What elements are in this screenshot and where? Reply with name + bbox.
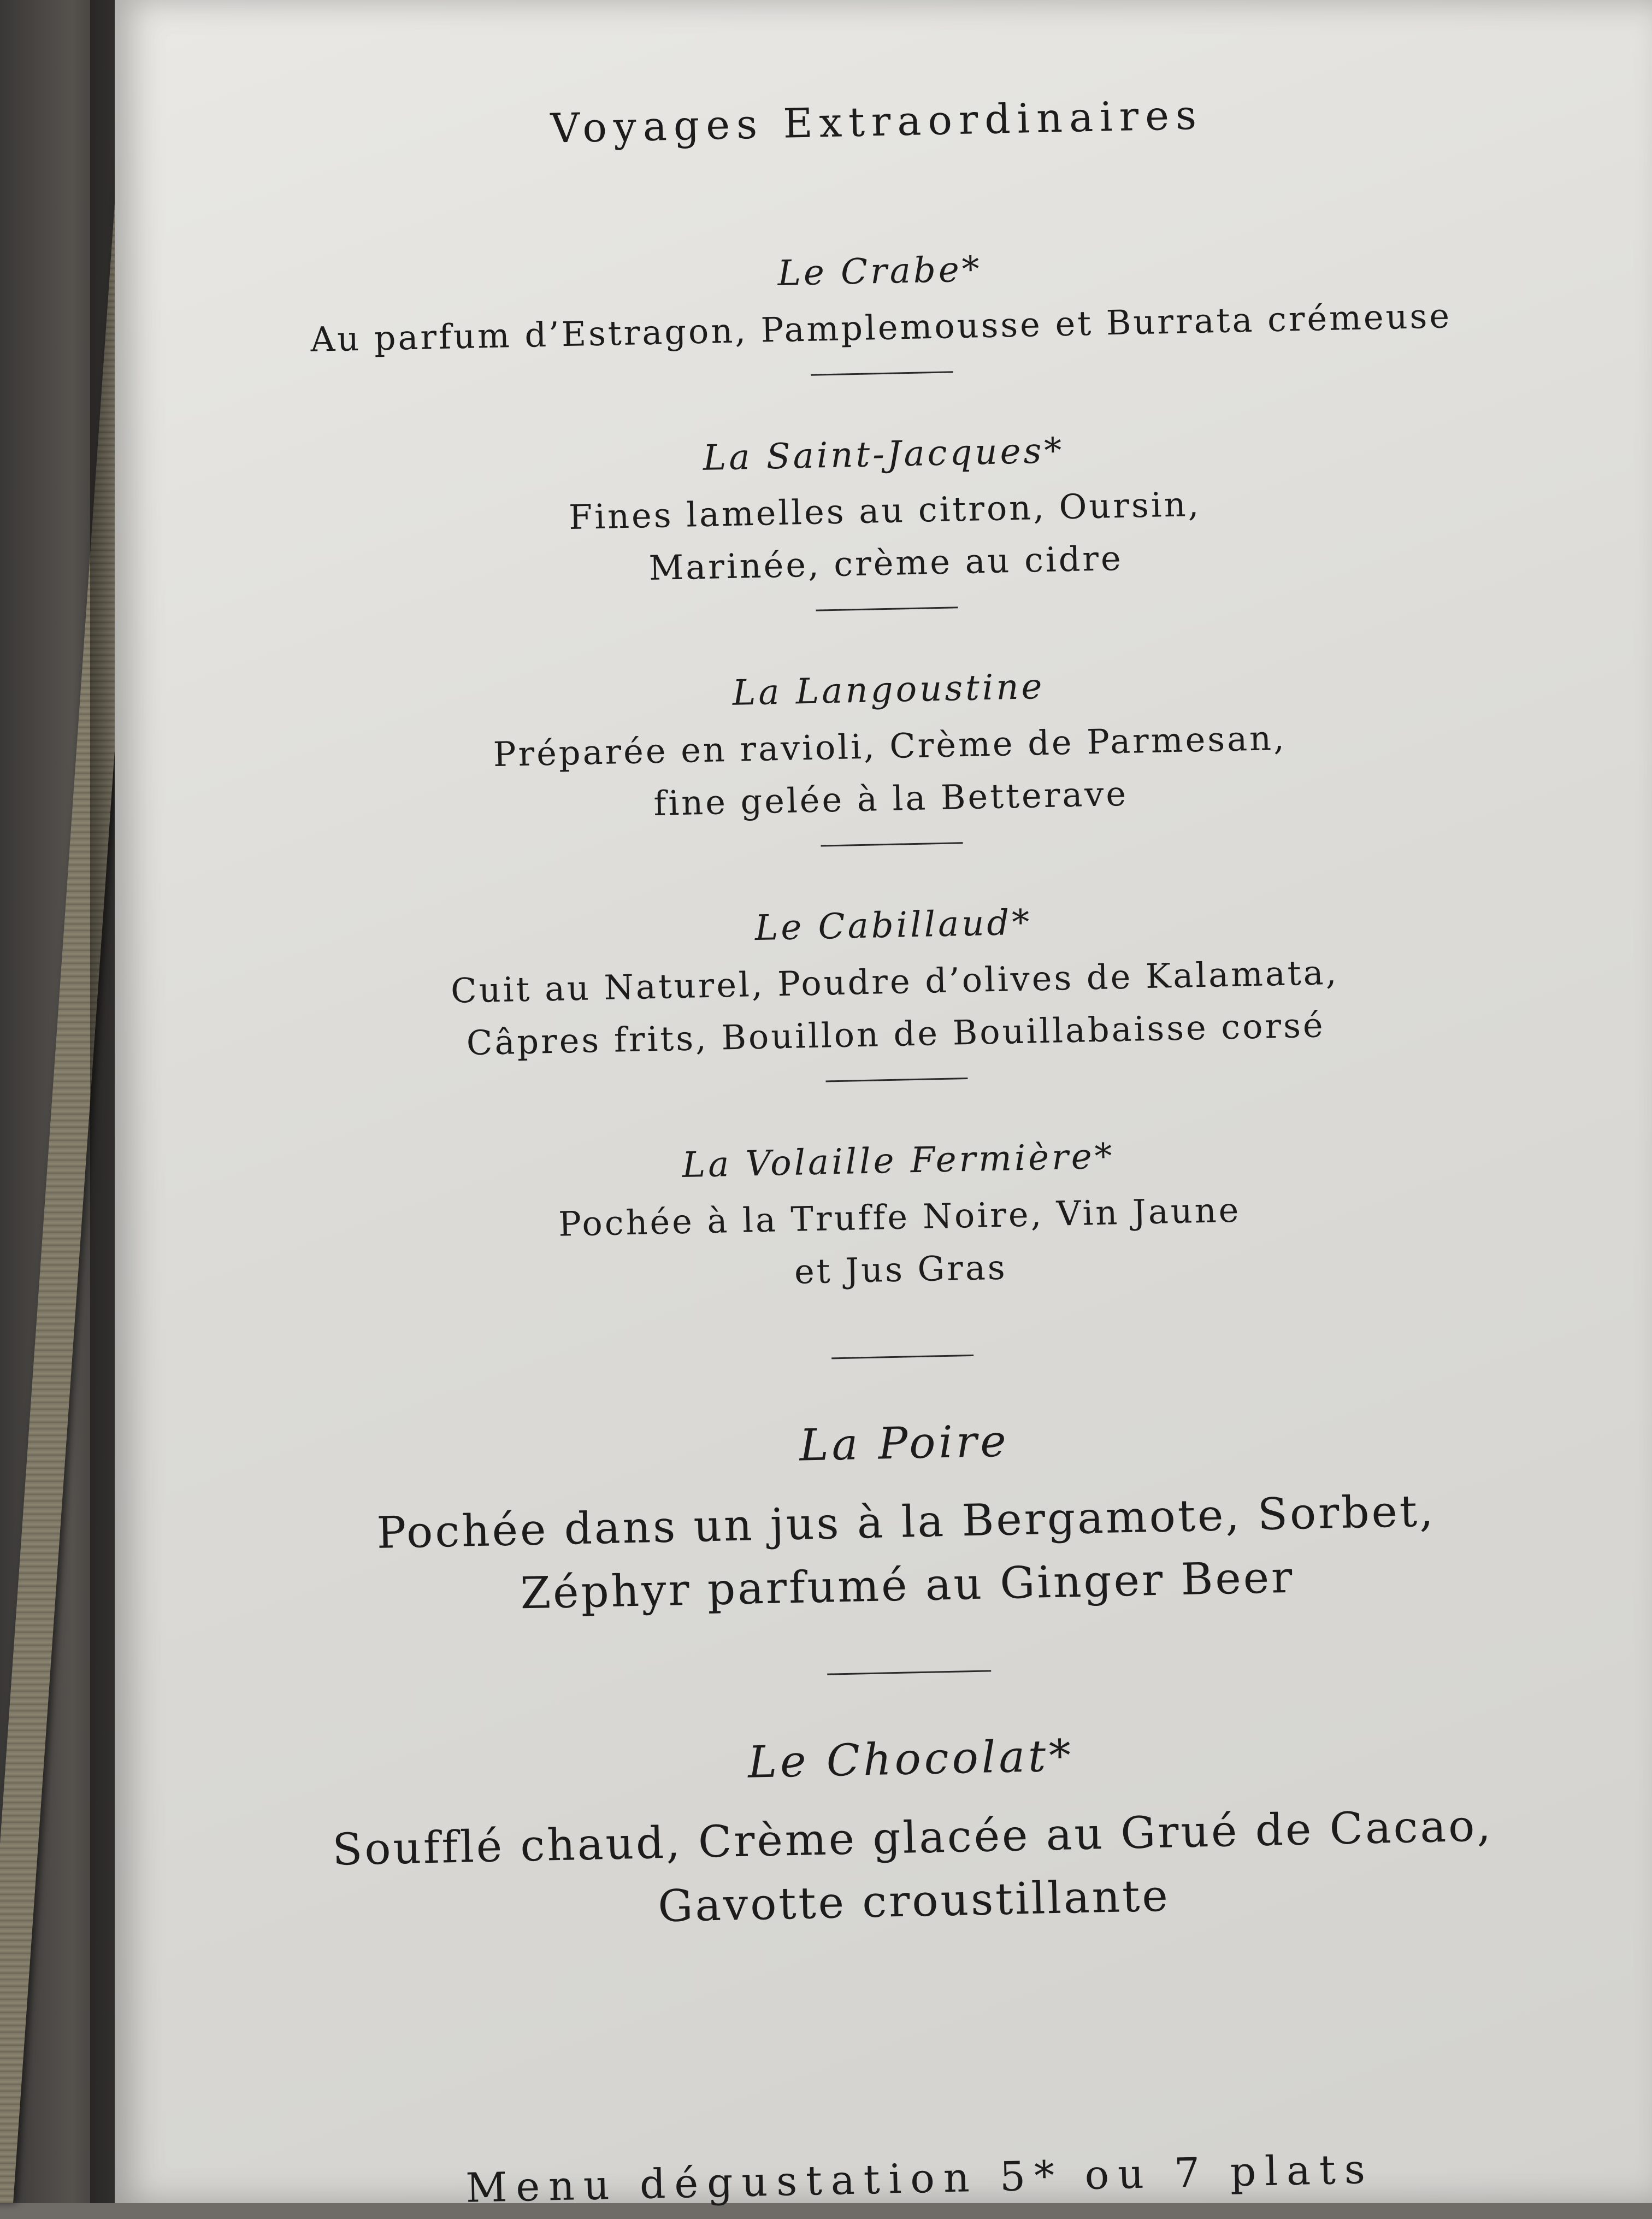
separator-line (827, 1670, 991, 1675)
course-name: Le Cabillaud* (754, 902, 1033, 949)
tasting-menu-note: Menu dégustation 5* ou 7 plats (465, 2145, 1374, 2212)
course-name: La Saint-Jacques* (703, 431, 1065, 479)
separator-line (831, 1355, 974, 1359)
course-crabe (111, 236, 1650, 391)
separator-line (821, 842, 963, 846)
course-description-line: Gavotte croustillante (657, 1870, 1171, 1932)
course-description-line: Câpres frits, Bouillon de Bouillabaisse corsé (466, 1005, 1326, 1063)
course-chocolat (142, 1717, 1652, 1949)
course-description-line: Pochée dans un jus à la Bergamote, Sorbet, (376, 1485, 1436, 1558)
menu-title: Voyages Extraordinaires (550, 91, 1203, 152)
course-name: Le Crabe* (777, 249, 983, 294)
course-description-line: Au parfum d’Estragon, Pamplemousse et Burrata crémeuse (310, 296, 1452, 360)
course-name: La Poire (799, 1415, 1010, 1471)
course-description-line: Marinée, crème au cidre (648, 538, 1124, 588)
course-poire (135, 1402, 1652, 1690)
course-description-line: Fines lamelles au citron, Oursin, (568, 484, 1201, 538)
separator-line (816, 607, 958, 611)
course-cabillaud (125, 889, 1652, 1097)
separator-line (826, 1078, 968, 1082)
course-description-line: Soufflé chaud, Crème glacée au Grué de Cacao, (332, 1800, 1494, 1875)
course-description-line: Préparée en ravioli, Crème de Parmesan, (493, 717, 1287, 775)
course-description-line: Zéphyr parfumé au Ginger Beer (520, 1551, 1295, 1619)
course-description-line: Pochée à la Truffe Noire, Vin Jaune (558, 1190, 1242, 1244)
course-description-line: fine gelée à la Betterave (653, 773, 1129, 823)
course-description-line: Cuit au Naturel, Poudre d’olives de Kalamata, (450, 952, 1340, 1011)
course-name: La Langoustine (731, 666, 1046, 714)
course-saint-jacques (115, 419, 1652, 626)
course-volaille (129, 1125, 1652, 1374)
menu-content (105, 0, 1652, 2219)
course-langoustine (120, 654, 1652, 861)
course-name: La Volaille Fermière* (681, 1136, 1116, 1186)
course-list (111, 236, 1652, 2009)
course-description-line: et Jus Gras (794, 1247, 1008, 1292)
course-name: Le Chocolat* (747, 1730, 1075, 1788)
separator-line (811, 371, 953, 375)
